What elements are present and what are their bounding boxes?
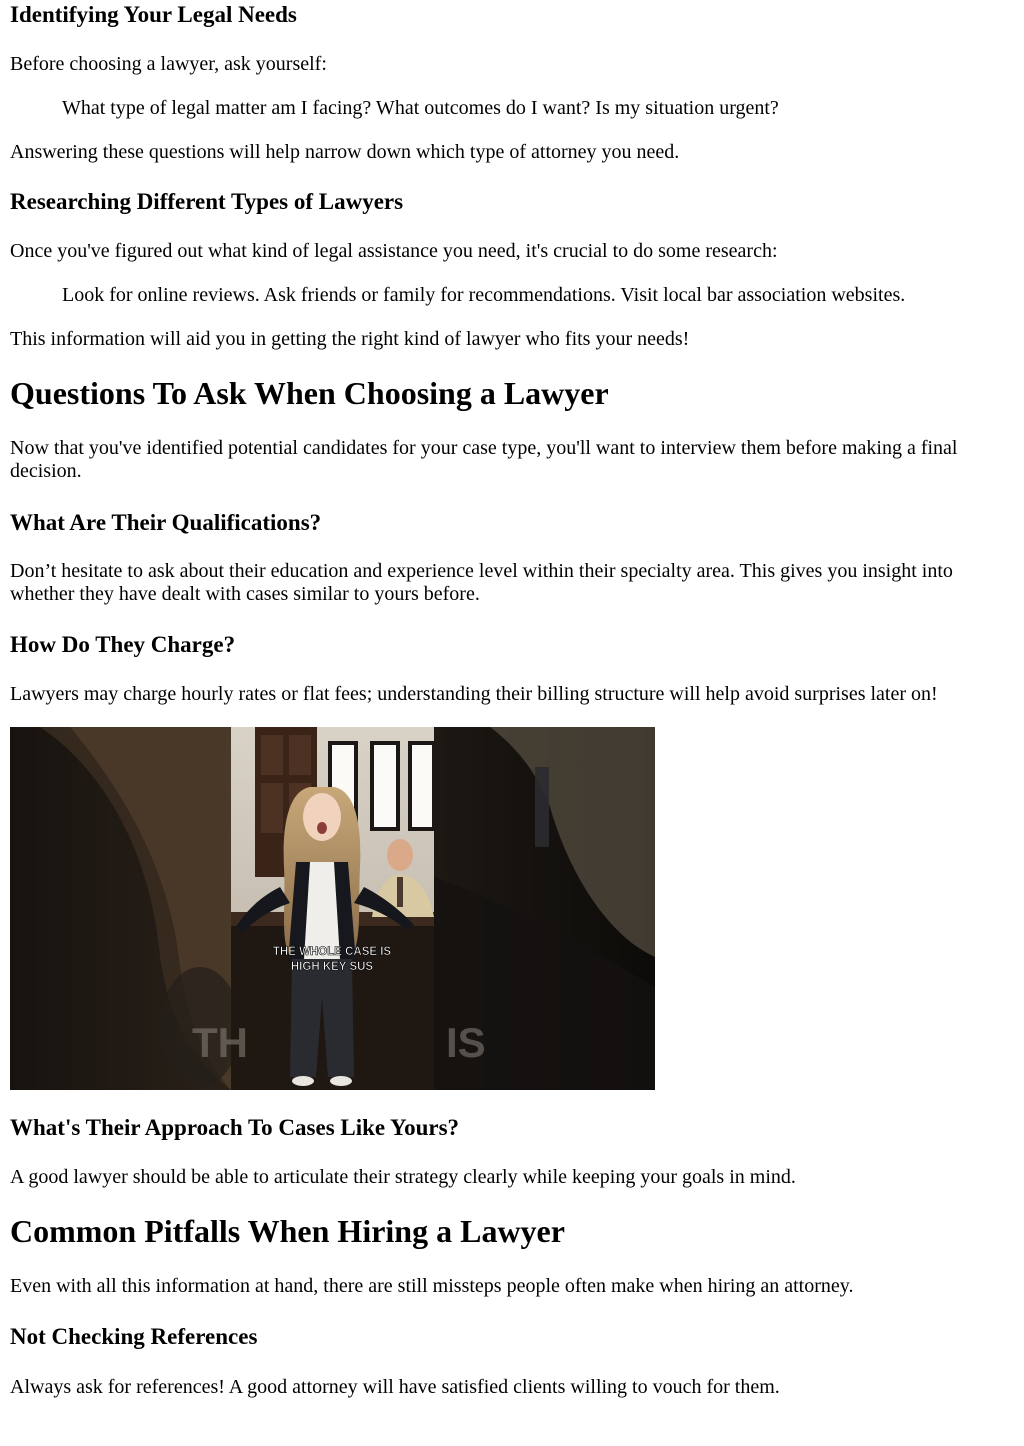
heading-qualifications: What Are Their Qualifications? <box>10 510 322 535</box>
paragraph-qualifications: Don’t hesitate to ask about their education and experience level within their specialty area. This gives you insight into whether they have dealt with cases similar to yours before. <box>10 560 953 605</box>
paragraph-legal-needs-outro: Answering these questions will help narrow down which type of attorney you need. <box>10 141 680 163</box>
heading-researching: Researching Different Types of Lawyers <box>10 189 404 214</box>
courtroom-photo <box>10 727 655 1090</box>
paragraph-how-charge: Lawyers may charge hourly rates or flat fees; understanding their billing structure will help avoid surprises later on! <box>10 683 938 705</box>
paragraph-questions-intro: Now that you've identified potential candidates for your case type, you'll want to interview them before making a final decision. <box>10 437 958 482</box>
heading-pitfalls: Common Pitfalls When Hiring a Lawyer <box>10 1213 565 1249</box>
video-bg-caption-left: TH <box>192 1019 248 1066</box>
article-image <box>10 727 655 1090</box>
video-caption-line2: HIGH KEY SUS <box>290 961 374 973</box>
paragraph-references: Always ask for references! A good attorney will have satisfied clients willing to vouch for them. <box>10 1376 780 1398</box>
blockquote-legal-questions: What type of legal matter am I facing? What outcomes do I want? Is my situation urgent? <box>62 97 779 119</box>
heading-references: Not Checking References <box>10 1324 258 1349</box>
heading-how-charge: How Do They Charge? <box>10 632 236 657</box>
blockquote-research-tips: Look for online reviews. Ask friends or family for recommendations. Visit local bar association websites. <box>62 284 906 306</box>
video-caption-line1: THE WHOLE CASE IS <box>272 946 392 958</box>
video-bg-caption-right: IS <box>446 1019 486 1066</box>
paragraph-research-intro: Once you've figured out what kind of legal assistance you need, it's crucial to do some research: <box>10 240 778 262</box>
paragraph-pitfalls-intro: Even with all this information at hand, there are still missteps people often make when hiring an attorney. <box>10 1275 854 1297</box>
heading-questions: Questions To Ask When Choosing a Lawyer <box>10 375 609 411</box>
paragraph-research-outro: This information will aid you in getting the right kind of lawyer who fits your needs! <box>10 328 690 350</box>
paragraph-approach: A good lawyer should be able to articulate their strategy clearly while keeping your goals in mind. <box>10 1166 796 1188</box>
paragraph-legal-needs-intro: Before choosing a lawyer, ask yourself: <box>10 53 327 75</box>
heading-legal-needs: Identifying Your Legal Needs <box>10 2 297 27</box>
heading-approach: What's Their Approach To Cases Like Yours? <box>10 1115 460 1140</box>
